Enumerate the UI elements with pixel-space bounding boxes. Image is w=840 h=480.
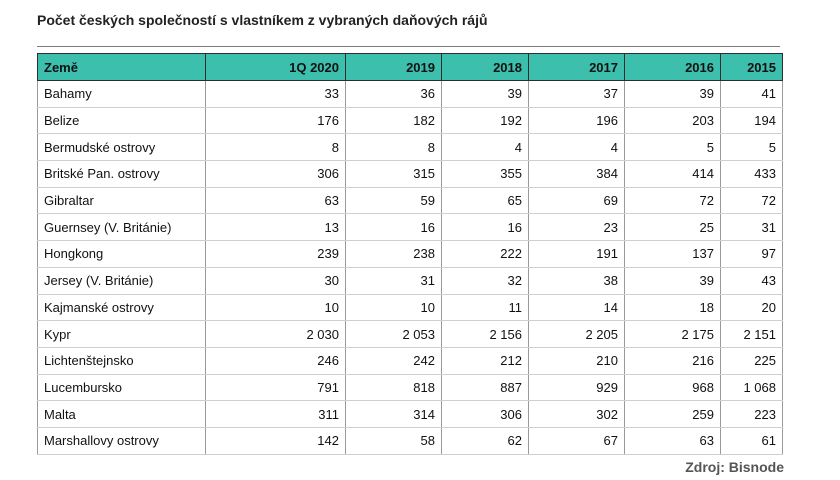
value-cell-q1-2020: 239	[206, 241, 346, 268]
table-row	[38, 81, 783, 108]
column-header-2015: 2015	[721, 54, 783, 81]
value-cell-2018: 192	[442, 107, 529, 134]
value-cell-2018: 39	[442, 81, 529, 108]
value-cell-2016: 63	[625, 427, 721, 454]
value-cell-2019: 314	[346, 401, 442, 428]
table-row	[38, 214, 783, 241]
value-cell-2019: 59	[346, 187, 442, 214]
value-cell-2018: 62	[442, 427, 529, 454]
country-cell: Lichtenštejnsko	[38, 347, 206, 374]
value-cell-q1-2020: 2 030	[206, 321, 346, 348]
table-row	[38, 294, 783, 321]
country-cell: Guernsey (V. Británie)	[38, 214, 206, 241]
value-cell-2017: 2 205	[529, 321, 625, 348]
title-divider	[37, 46, 780, 47]
value-cell-2015: 5	[721, 134, 783, 161]
value-cell-2017: 302	[529, 401, 625, 428]
country-cell: Kajmanské ostrovy	[38, 294, 206, 321]
value-cell-q1-2020: 33	[206, 81, 346, 108]
value-cell-2019: 58	[346, 427, 442, 454]
value-cell-q1-2020: 8	[206, 134, 346, 161]
value-cell-q1-2020: 791	[206, 374, 346, 401]
value-cell-2018: 2 156	[442, 321, 529, 348]
data-table	[37, 53, 783, 455]
country-cell: Bahamy	[38, 81, 206, 108]
value-cell-2016: 25	[625, 214, 721, 241]
country-cell: Gibraltar	[38, 187, 206, 214]
value-cell-2016: 39	[625, 267, 721, 294]
value-cell-2016: 137	[625, 241, 721, 268]
value-cell-2015: 61	[721, 427, 783, 454]
value-cell-2017: 67	[529, 427, 625, 454]
value-cell-2019: 2 053	[346, 321, 442, 348]
value-cell-2016: 216	[625, 347, 721, 374]
value-cell-q1-2020: 246	[206, 347, 346, 374]
value-cell-2019: 16	[346, 214, 442, 241]
value-cell-2015: 225	[721, 347, 783, 374]
value-cell-2018: 65	[442, 187, 529, 214]
value-cell-2015: 31	[721, 214, 783, 241]
value-cell-2019: 8	[346, 134, 442, 161]
value-cell-2019: 238	[346, 241, 442, 268]
table-row	[38, 161, 783, 188]
value-cell-2015: 1 068	[721, 374, 783, 401]
table-row	[38, 187, 783, 214]
value-cell-2016: 39	[625, 81, 721, 108]
value-cell-2018: 306	[442, 401, 529, 428]
value-cell-2016: 5	[625, 134, 721, 161]
value-cell-2018: 212	[442, 347, 529, 374]
value-cell-q1-2020: 306	[206, 161, 346, 188]
value-cell-q1-2020: 311	[206, 401, 346, 428]
value-cell-2017: 14	[529, 294, 625, 321]
value-cell-2015: 2 151	[721, 321, 783, 348]
value-cell-2018: 16	[442, 214, 529, 241]
value-cell-2015: 72	[721, 187, 783, 214]
value-cell-q1-2020: 30	[206, 267, 346, 294]
table-row	[38, 107, 783, 134]
table-header	[38, 54, 783, 81]
value-cell-q1-2020: 10	[206, 294, 346, 321]
value-cell-2018: 355	[442, 161, 529, 188]
column-header-2017: 2017	[529, 54, 625, 81]
table-row	[38, 374, 783, 401]
value-cell-2015: 223	[721, 401, 783, 428]
value-cell-2019: 182	[346, 107, 442, 134]
value-cell-2015: 194	[721, 107, 783, 134]
value-cell-2016: 259	[625, 401, 721, 428]
value-cell-2016: 414	[625, 161, 721, 188]
value-cell-2017: 929	[529, 374, 625, 401]
country-cell: Marshallovy ostrovy	[38, 427, 206, 454]
table-row	[38, 241, 783, 268]
column-header-2016: 2016	[625, 54, 721, 81]
value-cell-2018: 887	[442, 374, 529, 401]
value-cell-2018: 11	[442, 294, 529, 321]
country-cell: Jersey (V. Británie)	[38, 267, 206, 294]
table-row	[38, 347, 783, 374]
column-header-2018: 2018	[442, 54, 529, 81]
value-cell-2017: 191	[529, 241, 625, 268]
value-cell-2019: 10	[346, 294, 442, 321]
value-cell-2019: 242	[346, 347, 442, 374]
table-row	[38, 427, 783, 454]
value-cell-2016: 2 175	[625, 321, 721, 348]
value-cell-2017: 210	[529, 347, 625, 374]
value-cell-2018: 32	[442, 267, 529, 294]
value-cell-2017: 23	[529, 214, 625, 241]
country-cell: Belize	[38, 107, 206, 134]
value-cell-2015: 20	[721, 294, 783, 321]
table-row	[38, 321, 783, 348]
value-cell-2016: 968	[625, 374, 721, 401]
value-cell-2015: 97	[721, 241, 783, 268]
country-cell: Lucembursko	[38, 374, 206, 401]
value-cell-2017: 4	[529, 134, 625, 161]
value-cell-2016: 72	[625, 187, 721, 214]
value-cell-2017: 37	[529, 81, 625, 108]
value-cell-q1-2020: 13	[206, 214, 346, 241]
column-header-country: Země	[38, 54, 206, 81]
table-row	[38, 267, 783, 294]
column-header-2019: 2019	[346, 54, 442, 81]
value-cell-2015: 433	[721, 161, 783, 188]
value-cell-2016: 18	[625, 294, 721, 321]
value-cell-q1-2020: 176	[206, 107, 346, 134]
value-cell-2015: 41	[721, 81, 783, 108]
value-cell-2017: 196	[529, 107, 625, 134]
header-row	[38, 54, 783, 81]
country-cell: Kypr	[38, 321, 206, 348]
table-row	[38, 401, 783, 428]
column-header-q1-2020: 1Q 2020	[206, 54, 346, 81]
value-cell-q1-2020: 142	[206, 427, 346, 454]
value-cell-2017: 384	[529, 161, 625, 188]
value-cell-2019: 315	[346, 161, 442, 188]
value-cell-2015: 43	[721, 267, 783, 294]
country-cell: Malta	[38, 401, 206, 428]
country-cell: Bermudské ostrovy	[38, 134, 206, 161]
value-cell-2017: 69	[529, 187, 625, 214]
table-row	[38, 134, 783, 161]
value-cell-2018: 222	[442, 241, 529, 268]
value-cell-2016: 203	[625, 107, 721, 134]
value-cell-2019: 818	[346, 374, 442, 401]
country-cell: Hongkong	[38, 241, 206, 268]
value-cell-2018: 4	[442, 134, 529, 161]
table-title: Počet českých společností s vlastníkem z vybraných daňových rájů	[37, 12, 488, 28]
value-cell-q1-2020: 63	[206, 187, 346, 214]
value-cell-2019: 36	[346, 81, 442, 108]
value-cell-2019: 31	[346, 267, 442, 294]
value-cell-2017: 38	[529, 267, 625, 294]
source-note: Zdroj: Bisnode	[685, 459, 784, 475]
country-cell: Britské Pan. ostrovy	[38, 161, 206, 188]
table-body	[38, 81, 783, 455]
